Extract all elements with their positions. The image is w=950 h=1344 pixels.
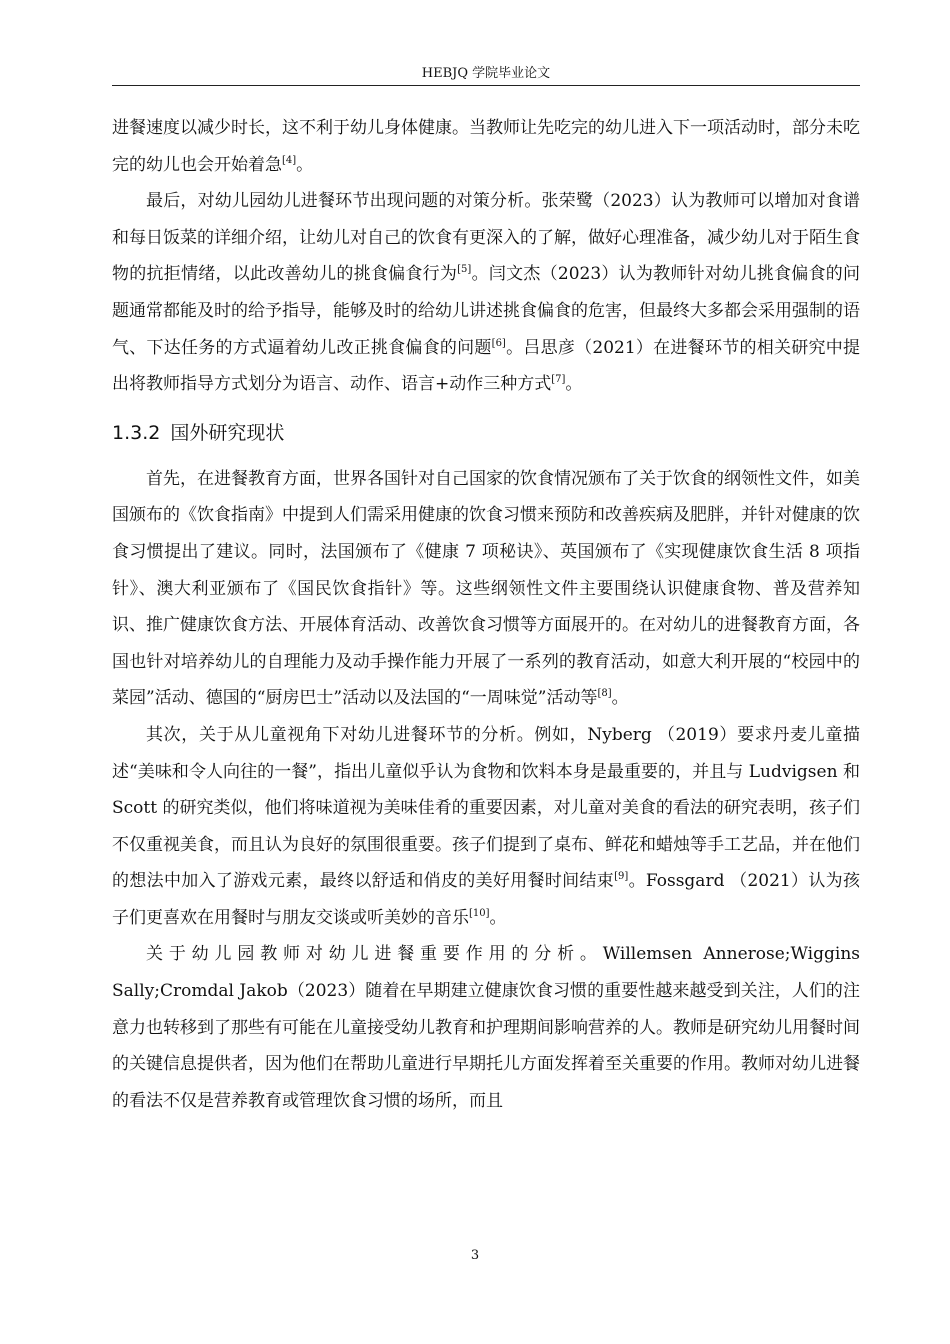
paragraph xyxy=(112,183,860,403)
page-body xyxy=(112,110,860,1119)
paragraph-text: 。吕思彦（2021）在进餐环节的相关研究中提出将教师指导方式划分为语言、动作、语言+动作三种方式 xyxy=(112,337,861,395)
paragraph-text: 。Fossgard （2021）认为孩子们更喜欢在用餐时与朋友交谈或听美妙的音乐 xyxy=(112,871,860,928)
paragraph-text: 。闫文杰（2023）认为教师针对幼儿挑食偏食的问题通常都能及时的给予指导，能够及时的给幼儿讲述挑食偏食的危害，但最终大多都会采用强制的语气、下达任务的方式逼着幼儿改正挑食偏食的问题 xyxy=(112,264,861,358)
paragraph-text: 其次，关于从儿童视角下对幼儿进餐环节的分析。例如，Nyberg （2019）要求丹麦儿童描述“美味和令人向往的一餐”，指出儿童似乎认为食物和饮料本身是最重要的，并且与 Ludvigsen 和 Scott 的研究类似，他们将味道视为美味佳肴的重要因素，对儿童对美食的看法的研究表明，孩子们不仅重视美食，而且认为良好的氛围很重要。孩子们提到了桌布、鲜花和蜡烛等手工艺品，并在他们的想法中加入了游戏元素，最终以舒适和俏皮的美好用餐时间结束 xyxy=(112,724,860,892)
paragraph xyxy=(112,461,860,717)
paragraph-text: 首先，在进餐教育方面，世界各国针对自己国家的饮食情况颁布了关于饮食的纲领性文件，如美国颁布的《饮食指南》中提到人们需采用健康的饮食习惯来预防和改善疾病及肥胖，并针对健康的饮食习惯提出了建议。同时，法国颁布了《健康 7 项秘诀》、英国颁布了《实现健康饮食生活 8 项指针》、澳大利亚颁布了《国民饮食指针》等。这些纲领性文件主要围绕认识健康食物、普及营养知识、推广健康饮食方法、开展体育活动、改善饮食习惯等方面展开的。在对幼儿的进餐教育方面，各国也针对培养幼儿的自理能力及动手操作能力开展了一系列的教育活动，如意大利开展的“校园中的菜园”活动、德国的“厨房巴士”活动以及法国的“一周味觉”活动等 xyxy=(112,468,860,709)
paragraph-text: 。 xyxy=(611,688,629,709)
paragraph-text: 。 xyxy=(565,374,583,395)
citation-ref: [4] xyxy=(282,154,297,166)
citation-ref: [10] xyxy=(469,907,490,919)
paragraph-text: 最后，对幼儿园幼儿进餐环节出现问题的对策分析。张荣鹭（2023）认为教师可以增加对食谱和每日饭菜的详细介绍，让幼儿对自己的饮食有更深入的了解，做好心理准备，减少幼儿对于陌生食物的抗拒情绪，以此改善幼儿的挑食偏食行为 xyxy=(112,191,860,285)
paragraph-text: 。 xyxy=(489,907,507,928)
paragraph-text: 关于幼儿园教师对幼儿进餐重要作用的分析。Willemsen Annerose;Wiggins Sally;Cromdal Jakob（2023）随着在早期建立健康饮食习惯的重要性越来越受到关注，人们的注意力也转移到了那些有可能在儿童接受幼儿教育和护理期间影响营养的人。教师是研究幼儿用餐时间的关键信息提供者，因为他们在帮助儿童进行早期托儿方面发挥着至关重要的作用。教师对幼儿进餐的看法不仅是营养教育或管理饮食习惯的场所，而且 xyxy=(112,944,860,1111)
citation-ref: [5] xyxy=(457,264,472,276)
paragraph xyxy=(112,936,860,1119)
header-rule xyxy=(112,85,860,86)
running-header: HEBJQ 学院毕业论文 xyxy=(421,66,551,81)
citation-ref: [6] xyxy=(491,337,506,349)
citation-ref: [8] xyxy=(597,688,612,700)
citation-ref: [9] xyxy=(614,871,629,883)
section-title: 国外研究现状 xyxy=(170,421,285,444)
paragraph-text: 。 xyxy=(296,154,314,175)
citation-ref: [7] xyxy=(551,374,566,386)
paragraph-text: 进餐速度以减少时长，这不利于幼儿身体健康。当教师让先吃完的幼儿进入下一项活动时，部分未吃完的幼儿也会开始着急 xyxy=(112,118,860,175)
paragraph xyxy=(112,110,860,183)
section-number: 1.3.2 xyxy=(112,421,161,444)
paragraph xyxy=(112,717,860,937)
section-heading xyxy=(112,415,860,451)
page-number: 3 xyxy=(470,1248,480,1263)
